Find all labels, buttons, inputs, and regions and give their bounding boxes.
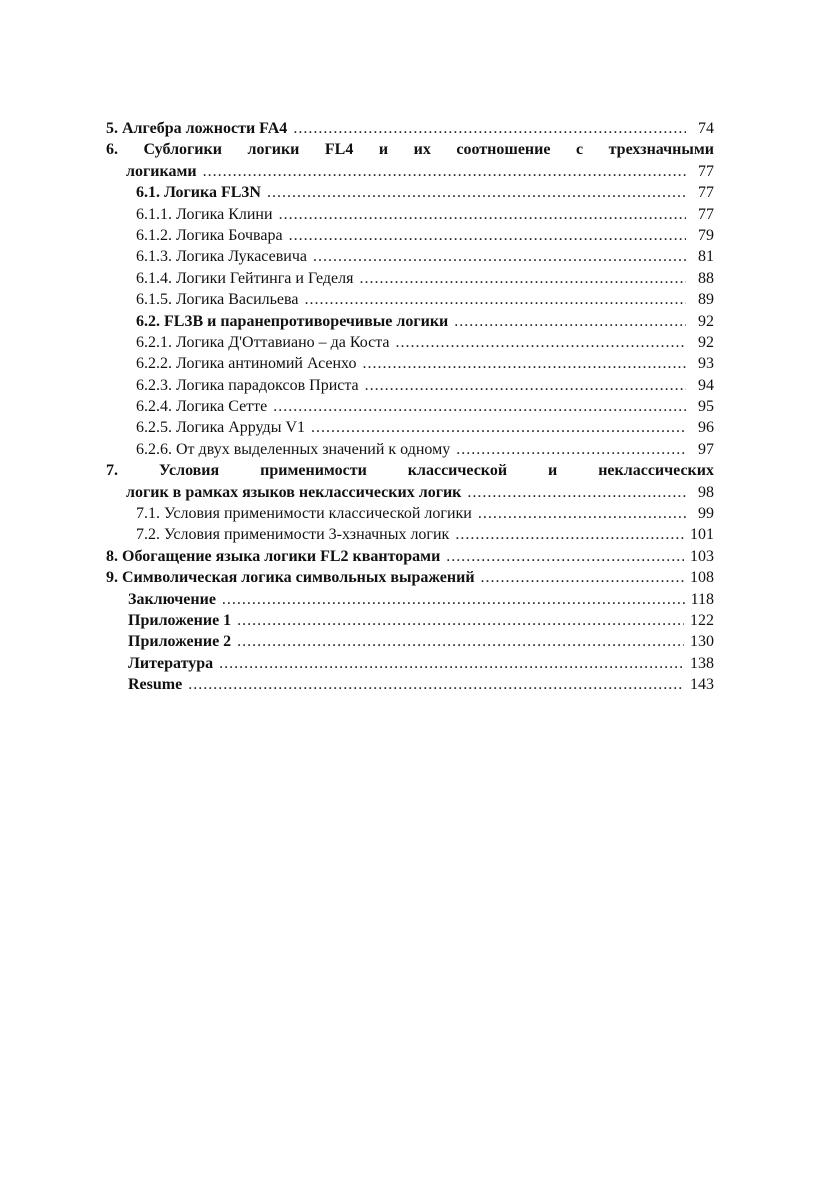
toc-entry-6-2-3 [106,375,714,396]
toc-entry-resume [106,674,714,695]
toc-entry-6-line2 [106,161,714,182]
toc-entry-title: 7.2. Условия применимости 3-хзначных логик [136,526,450,544]
toc-entry-8 [106,546,714,567]
toc-leader-dots [273,396,686,417]
toc-page-number: 98 [698,483,714,501]
toc-page-number: 122 [690,611,714,629]
toc-page-number: 95 [698,398,714,416]
toc-entry-conclusion [106,589,714,610]
toc-leader-dots [455,524,684,545]
toc-entry-9 [106,567,714,588]
toc-entry-title: 6.1.3. Логика Лукасевича [136,248,307,266]
toc-entry-title: 6.2.2. Логика антиномий Асенхо [136,355,357,373]
toc-entry-title: 6.2.5. Логика Арруды V1 [136,419,305,437]
toc-leader-dots [293,118,686,139]
toc-leader-dots [279,204,686,225]
toc-page-number: 92 [698,312,714,330]
toc-entry-6-line1: 6. Сублогики логики FL4 и их соотношение с трехзначными [106,141,714,159]
toc-entry-literature [106,653,714,674]
toc-entry-appendix-2 [106,631,714,652]
toc-page-number: 93 [698,355,714,373]
toc-entry-title: Приложение 1 [128,611,232,629]
toc-entry-title: 6.1.2. Логика Бочвара [136,226,283,244]
toc-leader-dots [359,268,686,289]
toc-page-number: 77 [698,205,714,223]
toc-page-number: 99 [698,505,714,523]
toc-leader-dots [456,439,686,460]
toc-entry-title: Resume [128,676,183,694]
toc-entry-title: логик в рамках языков неклассических логик [126,483,462,501]
toc-entry-6-2-5 [106,417,714,438]
table-of-contents [106,118,714,696]
toc-entry-appendix-1 [106,610,714,631]
toc-entry-7-line1: 7. Условия применимости классической и неклассических [106,462,714,480]
toc-entry-title: 6.2.1. Логика Д'Оттавиано – да Коста [136,333,390,351]
toc-entry-title: 6.1.4. Логики Гейтинга и Геделя [136,269,354,287]
toc-page-number: 138 [690,654,714,672]
toc-page-number: 89 [698,291,714,309]
toc-entry-6-1-3 [106,246,714,267]
toc-page-number: 88 [698,269,714,287]
toc-leader-dots [267,182,686,203]
toc-entry-title: 7.1. Условия применимости классической логики [136,505,472,523]
toc-page-number: 81 [698,248,714,266]
toc-page-number: 118 [690,590,714,608]
toc-leader-dots [304,289,686,310]
toc-entry-6-1-1 [106,204,714,225]
toc-entry-title: 6.1. Логика FL3N [136,184,261,202]
toc-entry-title: 6.2.3. Логика парадоксов Приста [136,376,359,394]
toc-entry-title: 6.1.1. Логика Клини [136,205,273,223]
toc-entry-title: Приложение 2 [128,633,232,651]
toc-leader-dots [478,503,686,524]
toc-entry-6-2 [106,311,714,332]
toc-leader-dots [396,332,686,353]
toc-page-number: 94 [698,376,714,394]
toc-entry-title: 9. Символическая логика символьных выражений [106,569,475,587]
toc-page-number: 92 [698,333,714,351]
toc-page-number: 97 [698,440,714,458]
toc-leader-dots [446,546,684,567]
toc-leader-dots [481,567,684,588]
toc-page-number: 143 [690,676,714,694]
toc-entry-title: 6.1.5. Логика Васильева [136,291,299,309]
toc-entry-title: Литература [128,654,214,672]
toc-page-number: 103 [690,547,714,565]
toc-leader-dots [313,246,686,267]
toc-entry-title: 6.2.4. Логика Сетте [136,398,268,416]
toc-page-number: 108 [690,569,714,587]
toc-page-number: 74 [698,120,714,137]
toc-entry-title: логиками [126,162,197,180]
toc-page-number: 96 [698,419,714,437]
toc-leader-dots [454,311,686,332]
toc-page-number: 79 [698,226,714,244]
toc-entry-6-1 [106,182,714,203]
toc-page-number: 130 [690,633,714,651]
toc-entry-6-1-5 [106,289,714,310]
toc-leader-dots [237,610,684,631]
toc-entry-title: 6.2.6. От двух выделенных значений к одному [136,440,451,458]
toc-entry-6-2-1 [106,332,714,353]
toc-entry-title: 6.2. FL3B и паранепротиворечивые логики [136,312,449,330]
toc-entry-6-2-4 [106,396,714,417]
toc-entry-title: 8. Обогащение языка логики FL2 кванторами [106,547,441,565]
toc-leader-dots [188,674,684,695]
toc-entry-6-2-2 [106,353,714,374]
toc-entry-7-2 [106,524,714,545]
toc-leader-dots [365,375,686,396]
toc-entry-6-2-6 [106,439,714,460]
toc-leader-dots [203,161,686,182]
toc-leader-dots [222,589,685,610]
toc-page-number: 101 [690,526,714,544]
toc-entry-title: 5. Алгебра ложности FA4 [106,120,288,137]
toc-leader-dots [362,353,686,374]
toc-entry-title: Заключение [128,590,216,608]
toc-leader-dots [237,631,684,652]
toc-leader-dots [219,653,684,674]
toc-page-number: 77 [698,162,714,180]
toc-entry-5 [106,118,714,139]
toc-entry-7-1 [106,503,714,524]
toc-entry-6-1-2 [106,225,714,246]
toc-entry-7-line2 [106,482,714,503]
toc-leader-dots [289,225,686,246]
toc-leader-dots [311,417,686,438]
toc-entry-6-1-4 [106,268,714,289]
toc-page-number: 77 [698,184,714,202]
toc-leader-dots [467,482,686,503]
